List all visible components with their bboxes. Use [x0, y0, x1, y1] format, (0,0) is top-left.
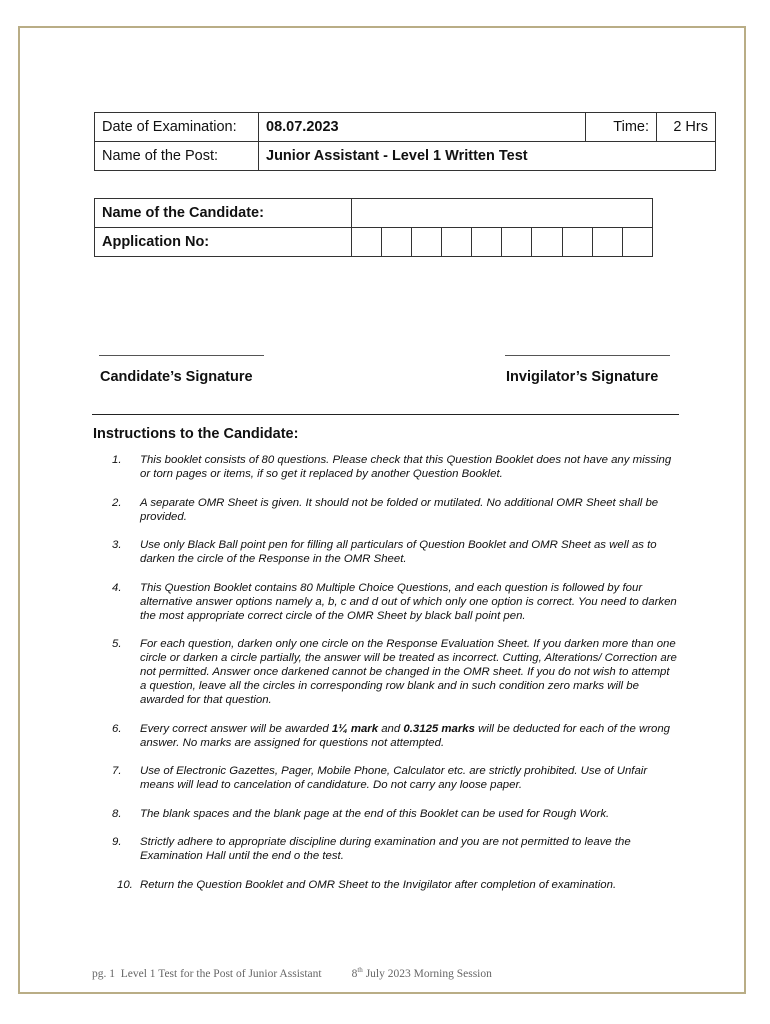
time-value: 2 Hrs: [657, 113, 716, 142]
invigilator-signature-label: Invigilator’s Signature: [506, 369, 659, 385]
application-digit-box[interactable]: [381, 228, 411, 257]
list-item: [0, 496, 678, 524]
item-number: 8.: [112, 807, 122, 820]
application-digit-box[interactable]: [532, 228, 562, 257]
application-digit-box[interactable]: [622, 228, 652, 257]
list-item: [0, 807, 678, 821]
item-number: 10.: [117, 878, 133, 891]
table-row: [95, 142, 716, 171]
item-number: 2.: [112, 496, 122, 509]
date-value: 08.07.2023: [259, 113, 586, 142]
table-row: [95, 113, 716, 142]
item-number: 5.: [112, 638, 122, 650]
award-marks: 1¼ mark: [331, 722, 379, 735]
deduct-marks: 0.3125 marks: [403, 722, 475, 735]
item-text: This Question Booklet contains 80 Multiple Choice Questions, and each question is followed by four alternative answer options namely a, b, c and d out of which only one option is correct. You need to darken the most appropriate correct circle of the OMR Sheet by black ball point pen.: [140, 581, 677, 622]
application-digit-box[interactable]: [502, 228, 532, 257]
item-number: 7.: [112, 765, 122, 777]
application-digit-box[interactable]: [442, 228, 472, 257]
page-footer: [92, 966, 492, 980]
item-text: Strictly adhere to appropriate discipline during examination and you are not permitted to leave the Examination Hall until the end o the test.: [140, 836, 631, 862]
application-digit-box[interactable]: [411, 228, 441, 257]
item-text-part: will be deducted for each of the wrong answer. No marks are assigned for questions not attempted.: [140, 722, 671, 749]
application-digit-box[interactable]: [592, 228, 622, 257]
footer-date-rest: July 2023 Morning Session: [362, 967, 492, 980]
item-text: Return the Question Booklet and OMR Sheet to the Invigilator after completion of examination.: [140, 878, 617, 891]
list-item: [0, 764, 678, 792]
time-label: Time:: [586, 113, 657, 142]
list-item: [0, 722, 678, 750]
item-number: 6.: [112, 722, 122, 735]
instructions-title: Instructions to the Candidate:: [93, 426, 299, 442]
candidate-signature-label: Candidate’s Signature: [100, 369, 253, 385]
footer-date-day: 8: [351, 967, 358, 980]
footer-date-sup: th: [357, 966, 363, 974]
list-item: [0, 835, 678, 863]
candidate-table: [94, 198, 653, 257]
item-text: Use of Electronic Gazettes, Pager, Mobile Phone, Calculator etc. are strictly prohibited. Use of Unfair means will lead to cancelation of candidature. Do not carry any loose paper.: [140, 765, 648, 791]
candidate-name-label: Name of the Candidate:: [95, 199, 352, 228]
item-text: A separate OMR Sheet is given. It should not be folded or mutilated. No additional OMR Sheet shall be provided.: [140, 496, 659, 523]
application-no-label: Application No:: [95, 228, 352, 257]
item-text: The blank spaces and the blank page at the end of this Booklet can be used for Rough Work.: [140, 807, 610, 820]
instructions-list: [0, 453, 770, 906]
post-value: Junior Assistant - Level 1 Written Test: [259, 142, 716, 171]
item-text: This booklet consists of 80 questions. Please check that this Question Booklet does not have any missing or torn pages or items, if so get it replaced by another Question Booklet.: [140, 454, 672, 480]
list-item: [0, 637, 678, 707]
divider: [92, 414, 679, 415]
candidate-signature-line: [99, 355, 264, 356]
item-number: 3.: [112, 539, 122, 551]
date-label: Date of Examination:: [95, 113, 259, 142]
candidate-name-field[interactable]: [351, 199, 652, 228]
list-item: [0, 453, 678, 481]
list-item: [0, 878, 678, 892]
application-digit-box[interactable]: [351, 228, 381, 257]
list-item: [0, 581, 678, 623]
item-number: 4.: [112, 581, 122, 594]
invigilator-signature-line: [505, 355, 670, 356]
application-digit-box[interactable]: [472, 228, 502, 257]
item-text: For each question, darken only one circle on the Response Evaluation Sheet. If you darken more than one circle or darken a circle partially, the answer will be treated as incorrect. Cutting, Alterations/ Correction are not permitted. Answer once darkened cannot be changed in the OMR sheet. If you do not wish to attempt a question, leave all the circles in corresponding row blank and in such condition zero marks will be awarded for that question.: [140, 638, 677, 706]
page-number: pg. 1: [92, 967, 115, 980]
item-number: 1.: [112, 454, 122, 466]
item-text-part: and: [378, 722, 404, 735]
item-text: [140, 723, 670, 749]
exam-details-table: [94, 112, 716, 171]
table-row: [95, 199, 653, 228]
item-text: Use only Black Ball point pen for filling all particulars of Question Booklet and OMR Sheet as well as to darken the circle of the Response in the OMR Sheet.: [140, 539, 657, 565]
application-digit-box[interactable]: [562, 228, 592, 257]
list-item: [0, 538, 678, 566]
item-number: 9.: [112, 836, 122, 848]
footer-title: Level 1 Test for the Post of Junior Assistant: [120, 967, 322, 980]
table-row: [95, 228, 653, 257]
post-label: Name of the Post:: [95, 142, 259, 171]
item-text-part: Every correct answer will be awarded: [140, 722, 332, 735]
